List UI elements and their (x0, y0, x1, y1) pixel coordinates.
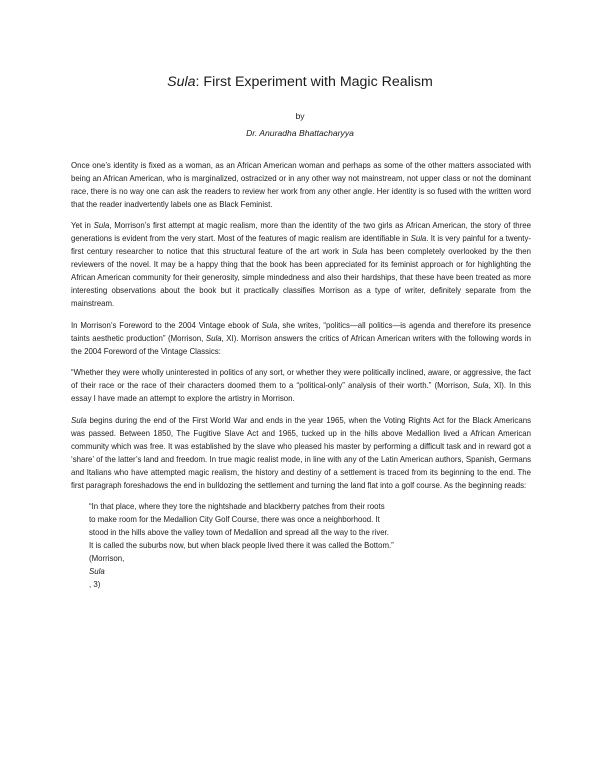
paper-title (0, 73, 600, 91)
italic-sula: Sula (410, 234, 427, 244)
paragraph-1: Once one’s identity is fixed as a woman, as an African American woman and perhaps as some of the other matters associated with being an African American, who is marginalized, ostracized or in any other way not mainstream, not upper class or not the dominant race, there is no way one can ask the readers to review her work from any other angle. Her identity is so fused with the written word that the reader inadvertently labels one as Black Feminist. (71, 161, 531, 209)
title-rest: : First Experiment with Magic Realism (195, 74, 433, 90)
italic-sula: Sula (351, 247, 368, 257)
byline: by (295, 111, 305, 121)
text-run: , XI). Morrison answers the critics of African American writers with the following words in the 2004 Foreword of the Vintage Classics: (71, 333, 531, 356)
text-run: has been completely overlooked by the then reviewers of the novel. It may be a happy thing that the book has been appreciated for its feminist approach or for highlighting the African American community for their generosity, simple mindedness and also their hardships, that these have been treated as more interesting observations about the book but it practically classifies Morrison as a type of writer, definitely separate from the mainstream. (71, 247, 532, 309)
text-run: Yet in (71, 221, 94, 231)
paragraph-4 (71, 366, 531, 405)
italic-sula: Sula (205, 333, 222, 343)
text-run: , Morrison’s first attempt at magic realism, more than the identity of the two girls as African American, the story of three generations is evident from the very start. Most of the features of magic realism are identifiable in (71, 221, 531, 244)
text-run: , 3) (89, 579, 101, 589)
block-quote (89, 500, 519, 591)
title-italic-sula: Sula (167, 74, 196, 90)
body-text (71, 159, 531, 591)
quote-citation (89, 552, 519, 591)
text-run: begins during the end of the First World War and ends in the year 1965, when the Voting Rights Act for the Black Americans was passed. Between 1850, The Fugitive Slave Act and 1965, tucked up in the hills above Medallion lived a African American community which was free. It was established by the slave who pleased his master by performing a difficult task and in reward got a ‘share’ of the latter’s land and freedom. In true magic realist mode, in line with any of the Latin American authors, Spanish, Germans and Italians who have attempted magic realism, the history and destiny of a settlement is traced from its beginning to the end. The first paragraph foreshadows the end in bulldozing the settlement and turning the land flat into a golf course. As the beginning reads: (71, 415, 531, 490)
paragraph-3 (71, 319, 531, 358)
italic-sula: Sula (89, 566, 105, 576)
italic-sula: Sula (472, 381, 489, 391)
paragraph-2 (71, 219, 531, 310)
author-name: Dr. Anuradha Bhattacharyya (246, 128, 354, 138)
text-run: , XI). In this essay I have made an attempt to explore the artistry in Morrison. (71, 381, 531, 404)
quote-line-2: to make room for the Medallion City Golf Course, there was once a neighborhood. It (89, 514, 380, 524)
italic-sula: Sula (93, 221, 110, 231)
text-run: (Morrison, (89, 553, 125, 563)
text-run: . It is very painful for a twenty-first century researcher to notice that this structural feature of the art work in (71, 234, 532, 257)
paragraph-5 (71, 414, 531, 492)
italic-sula: Sula (261, 320, 278, 330)
text-run: “Whether they were wholly uninterested in politics of any sort, or whether they were politically inclined, aware, or aggressive, the fact of their race or the race of their characters doomed them to a “political-only” analysis of their worth.” (Morrison, (71, 368, 531, 391)
quote-line-1: “In that place, where they tore the nightshade and blackberry patches from their roots (89, 501, 385, 511)
italic-sula: Sula (71, 415, 87, 425)
text-run: In Morrison’s Foreword to the 2004 Vintage ebook of (71, 320, 262, 330)
quote-line-4: It is called the suburbs now, but when black people lived there it was called the Bottom.” (89, 540, 394, 550)
text-run: , she writes, “politics—all politics—is agenda and therefore its presence taints aesthetic production” (Morrison, (71, 320, 531, 343)
quote-line-3: stood in the hills above the valley town of Medallion and spread all the way to the river. (89, 527, 389, 537)
